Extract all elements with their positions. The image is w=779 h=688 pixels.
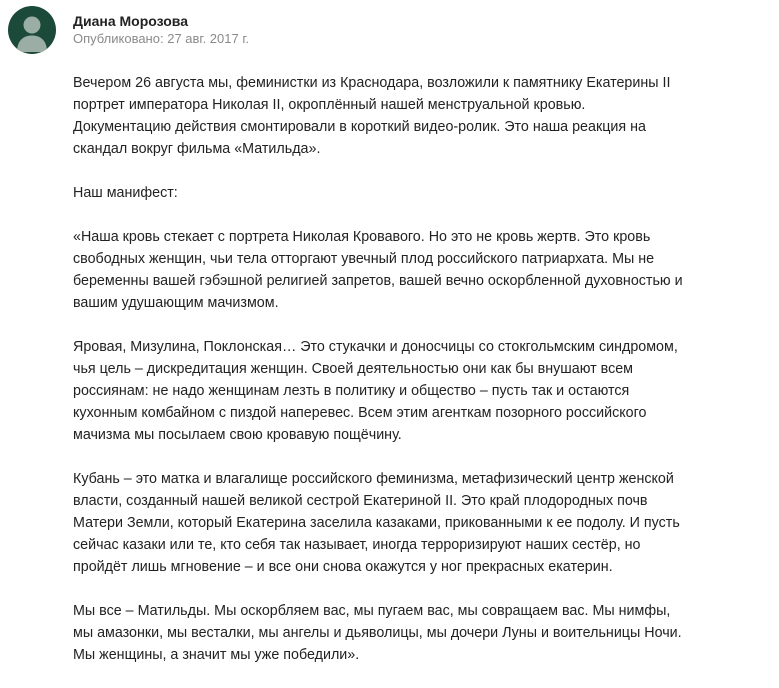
text-line: вашим удушающим мачизмом. (73, 295, 279, 311)
text-line: Мы все – Матильды. Мы оскорбляем вас, мы пугаем вас, мы совращаем вас. Мы нимфы, (73, 603, 671, 619)
post-meta (73, 13, 249, 47)
text-line: Кубань – это матка и влагалище российского феминизма, метафизический центр женской (73, 471, 674, 487)
text-line: пройдёт лишь мгновение – и все они снова окажутся у ног прекрасных екатерин. (73, 559, 613, 575)
text-line: свободных женщин, чьи тела отторгают увечный плод российского патриархата. Мы не (73, 251, 655, 267)
text-line: мы амазонки, мы весталки, мы ангелы и дьяволицы, мы дочери Луны и воительницы Ночи. (73, 625, 682, 641)
paragraph-blood (73, 226, 763, 314)
text-line: Вечером 26 августа мы, феминистки из Краснодара, возложили к памятнику Екатерины II (73, 75, 671, 91)
author-name[interactable]: Диана Морозова (73, 13, 189, 29)
paragraph-kuban (73, 468, 763, 578)
post-header (8, 6, 249, 54)
avatar[interactable] (8, 6, 56, 54)
text-line: мачизма мы посылаем свою кровавую пощёчину. (73, 427, 402, 443)
published-label: Опубликовано: (73, 31, 164, 46)
text-line: кухонным комбайном с пиздой наперевес. Всем этим агенткам позорного российского (73, 405, 647, 421)
text-line: россиянам: не надо женщинам лезть в политику и общество – пусть так и остаются (73, 383, 630, 399)
text-line: чья цель – дискредитация женщин. Своей деятельностью они как бы внушают всем (73, 361, 634, 377)
paragraph-matildas (73, 600, 763, 666)
text-line: власти, созданный нашей великой сестрой Екатериной II. Это край плодородных почв (73, 493, 648, 509)
published-info (73, 31, 249, 47)
text-line: Документацию действия смонтировали в короткий видео-ролик. Это наша реакция на (73, 119, 646, 135)
text-line: беременны вашей гэбэшной религией запретов, вашей вечно оскорбленной духовностью и (73, 273, 683, 289)
post-body (73, 72, 763, 688)
text-line: Наш манифест: (73, 185, 178, 201)
text-line: «Наша кровь стекает с портрета Николая Кровавого. Но это не кровь жертв. Это кровь (73, 229, 651, 245)
paragraph-names (73, 336, 763, 446)
text-line: Мы женщины, а значит мы уже победили». (73, 647, 360, 663)
paragraph-manifesto-heading (73, 182, 763, 204)
text-line: Яровая, Мизулина, Поклонская… Это стукачки и доносчицы со стокгольмским синдромом, (73, 339, 678, 355)
published-date: 27 авг. 2017 г. (167, 31, 250, 46)
text-line: портрет императора Николая II, окроплённый нашей менструальной кровью. (73, 97, 586, 113)
text-line: скандал вокруг фильма «Матильда». (73, 141, 321, 157)
text-line: Матери Земли, который Екатерина заселила казаками, прикованными к ее подолу. И пусть (73, 515, 680, 531)
user-avatar-icon (8, 6, 56, 54)
text-line: сейчас казаки или те, кто себя так называет, иногда терроризируют наших сестёр, но (73, 537, 641, 553)
paragraph-intro (73, 72, 763, 160)
